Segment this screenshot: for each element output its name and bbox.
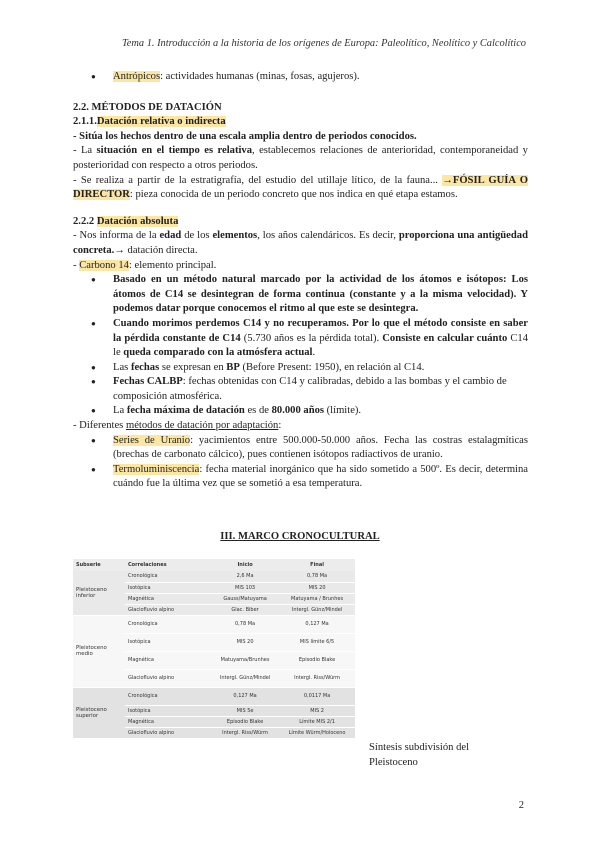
table-cell: 0,78 Ma bbox=[211, 615, 279, 633]
table-cell: Magnética bbox=[125, 593, 211, 604]
list-item: ● Cuando morimos perdemos C14 y no recuperamos. Por lo que el método consiste en saber la pérdida constante de C14 (5.730 años es la pérdida total). Consiste en calcular cuánto C14 le queda comparado con la atmósfera actual. bbox=[73, 317, 528, 361]
body-content bbox=[73, 70, 528, 492]
table-cell: Glac. Biber bbox=[211, 604, 279, 615]
list-item: ● Basado en un método natural marcado por la actividad de los átomos e isótopos: Los átomos de C14 se desintegran de forma continua (constante y a la misma velocidad). Y podemos datar porque conocemos el ritmo al que este se desintegra. bbox=[73, 273, 528, 317]
table-header: Subserie bbox=[73, 559, 125, 571]
table-cell: 0,127 Ma bbox=[279, 615, 355, 633]
paragraph: - Se realiza a partir de la estratigrafía, del estudio del utillaje lítico, de la fauna... →FÓSIL GUÍA O DIRECTOR: pieza conocida de un periodo concreto que nos indica en qué etapa estamos. bbox=[73, 174, 528, 201]
table-cell: Isotópica bbox=[125, 705, 211, 716]
running-header: Tema 1. Introducción a la historia de los orígenes de Europa: Paleolítico, Neolítico y Calcolítico bbox=[121, 38, 526, 49]
table-header: Correlaciones bbox=[125, 559, 211, 571]
table-cell: Intergl. Riss/Würm bbox=[211, 727, 279, 738]
paragraph: - Carbono 14: elemento principal. bbox=[73, 259, 217, 271]
table-cell: Glaciofluvio alpino bbox=[125, 604, 211, 615]
table-cell: Isotópica bbox=[125, 633, 211, 651]
paragraph: - Nos informa de la edad de los elementos, los años calendáricos. Es decir, proporciona una antigüedad concreta.→ datación directa. bbox=[73, 230, 528, 256]
list-item: ● Termoluminiscencia: fecha material inorgánico que ha sido sometido a 500º. Es decir, determina cuándo fue la última vez que se sometió a esa temperatura. bbox=[73, 463, 528, 492]
table-header: Inicio bbox=[211, 559, 279, 571]
table-cell: 0,78 Ma bbox=[279, 571, 355, 582]
table-cell: Matuyama / Brunhes bbox=[279, 593, 355, 604]
table-cell: 0,127 Ma bbox=[211, 687, 279, 705]
subsection-heading-absolute: 2.2.2 Datación absoluta bbox=[73, 215, 179, 227]
table-cell: Intergl. Günz/Mindel bbox=[279, 604, 355, 615]
paragraph: - Sitúa los hechos dentro de una escala amplia dentro de periodos conocidos. bbox=[73, 130, 417, 142]
table-cell: Límite Würm/Holoceno bbox=[279, 727, 355, 738]
table-cell: 0,0117 Ma bbox=[279, 687, 355, 705]
table-cell: Episodio Blake bbox=[211, 716, 279, 727]
list-item: ● Antrópicos: actividades humanas (minas, fosas, agujeros). bbox=[73, 70, 528, 85]
pleistocene-table bbox=[73, 559, 355, 739]
table-cell: Pleistoceno medio bbox=[73, 615, 125, 687]
list-item: ● Series de Uranio: yacimientos entre 500.000-50.000 años. Fecha las costras estalagmíticas (brechas de carbonato cálcico), pues contienen isótopos radiactivos de uranio. bbox=[73, 434, 528, 463]
page-number: 2 bbox=[518, 800, 524, 811]
table-cell: MIS 2 bbox=[279, 705, 355, 716]
table-cell: Pleistoceno superior bbox=[73, 687, 125, 738]
table-cell: Cronológica bbox=[125, 615, 211, 633]
table-cell: Intergl. Günz/Mindel bbox=[211, 669, 279, 687]
paragraph: - Diferentes métodos de datación por adaptación: bbox=[73, 420, 282, 432]
table-cell: Intergl. Riss/Würm bbox=[279, 669, 355, 687]
list-item: ● La fecha máxima de datación es de 80.000 años (límite). bbox=[73, 404, 528, 419]
table-cell: MIS 20 bbox=[211, 633, 279, 651]
table-cell: Glaciofluvio alpino bbox=[125, 727, 211, 738]
table-cell: Episodio Blake bbox=[279, 651, 355, 669]
chapter-title: III. MARCO CRONOCULTURAL bbox=[220, 531, 380, 542]
table-cell: MIS límite 6/5 bbox=[279, 633, 355, 651]
table-cell: Matuyama/Brunhes bbox=[211, 651, 279, 669]
table-cell: Magnética bbox=[125, 716, 211, 727]
table-cell: Magnética bbox=[125, 651, 211, 669]
table-caption: Síntesis subdivisión del Pleistoceno bbox=[369, 742, 470, 768]
section-heading: 2.2. MÉTODOS DE DATACIÓN bbox=[73, 101, 222, 113]
list-item: ● Fechas CALBP: fechas obtenidas con C14 y calibradas, debido a las bombas y el cambio de composición atmosférica. bbox=[73, 375, 528, 404]
table-cell: MIS 20 bbox=[279, 582, 355, 593]
list-item: ● Las fechas se expresan en BP (Before Present: 1950), en relación al C14. bbox=[73, 361, 528, 376]
table-cell: MIS 5e bbox=[211, 705, 279, 716]
table-cell: Glaciofluvio alpino bbox=[125, 669, 211, 687]
table-cell: Isotópica bbox=[125, 582, 211, 593]
table-cell: MIS 103 bbox=[211, 582, 279, 593]
table-cell: Pleistoceno inferior bbox=[73, 571, 125, 615]
table-cell: Cronológica bbox=[125, 571, 211, 582]
table-cell: Gauss/Matuyama bbox=[211, 593, 279, 604]
table-cell: Límite MIS 2/1 bbox=[279, 716, 355, 727]
table-cell: 2,6 Ma bbox=[211, 571, 279, 582]
table-header: Final bbox=[279, 559, 355, 571]
table-cell: Cronológica bbox=[125, 687, 211, 705]
subsection-heading-relative: 2.1.1.Datación relativa o indirecta bbox=[73, 116, 226, 128]
paragraph: - La situación en el tiempo es relativa, establecemos relaciones de anterioridad, contemporaneidad y posterioridad con respecto a otros periodos. bbox=[73, 145, 528, 171]
